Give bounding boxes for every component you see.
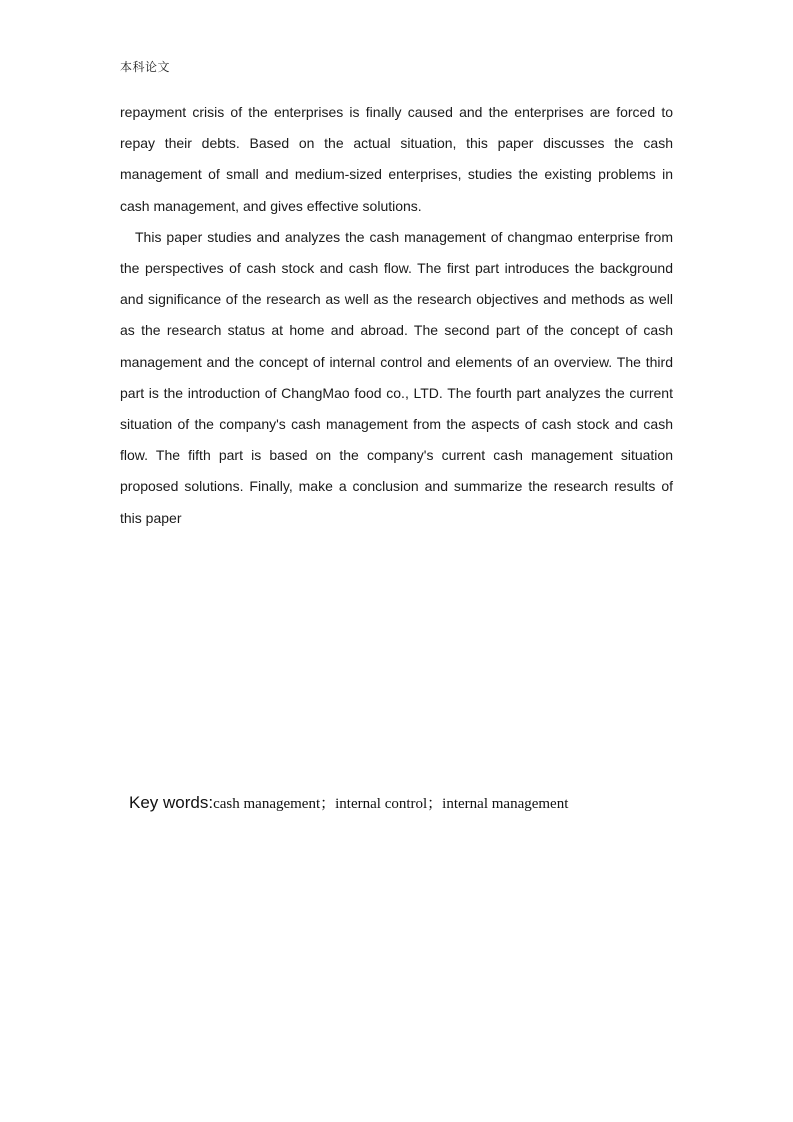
page-header: 本科论文 — [120, 60, 171, 74]
abstract-body — [120, 97, 673, 534]
keywords-line — [129, 792, 568, 813]
keywords-value: cash management；internal control；internal management — [213, 796, 569, 812]
abstract-paragraph-1: repayment crisis of the enterprises is finally caused and the enterprises are forced to repay their debts. Based on the actual situation, this paper discusses the cash management of small and medium-sized enterprises, studies the existing problems in cash management, and gives effective solutions. — [120, 104, 673, 214]
keywords-label: Key words: — [129, 793, 214, 812]
abstract-paragraph-2: This paper studies and analyzes the cash management of changmao enterprise from the perspectives of cash stock and cash flow. The first part introduces the background and significance of the research as well as the research objectives and methods as well as the research status at home and abroad. The second part of the concept of cash management and the concept of internal control and elements of an overview. The third part is the introduction of ChangMao food co., LTD. The fourth part analyzes the current situation of the company's cash management from the aspects of cash stock and cash flow. The fifth part is based on the company's current cash management situation proposed solutions. Finally, make a conclusion and summarize the research results of this paper — [120, 228, 673, 526]
